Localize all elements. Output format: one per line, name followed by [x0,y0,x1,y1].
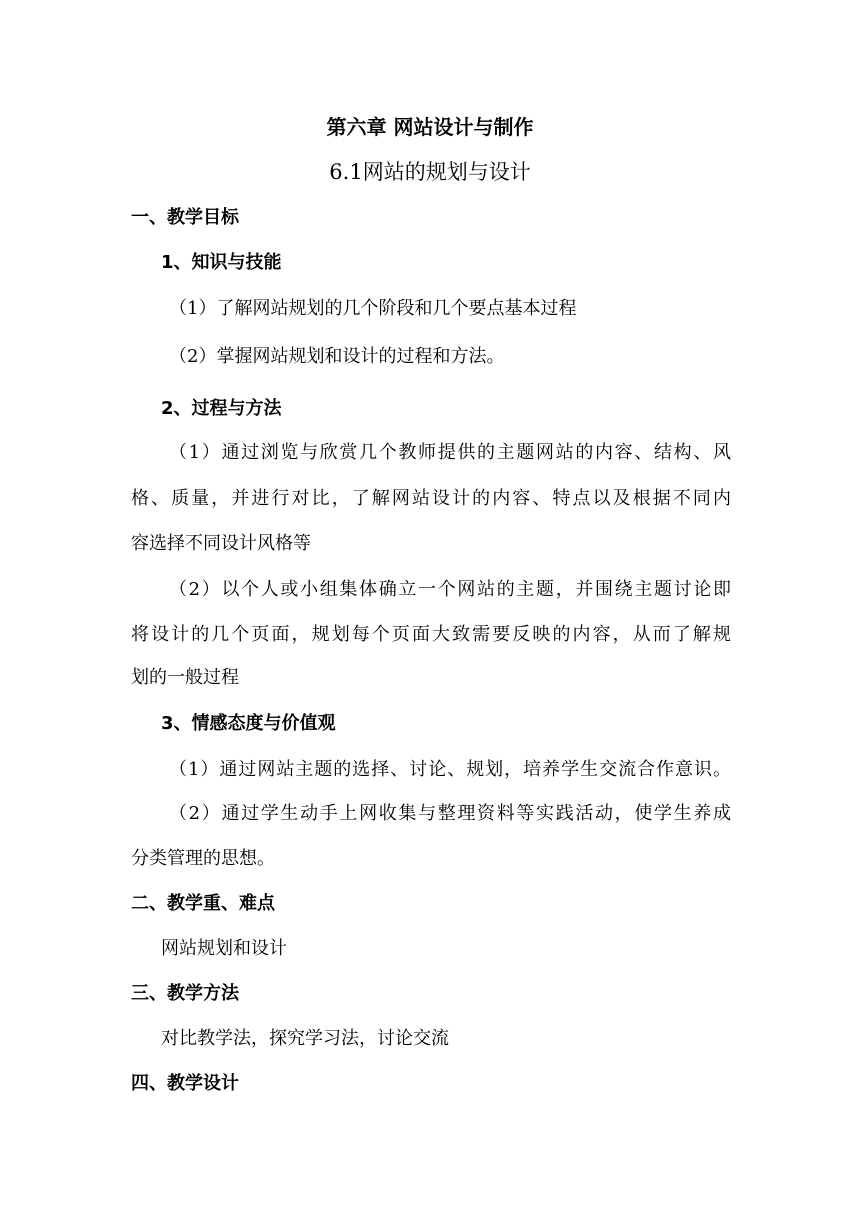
process-item-2-line-1: （2）以个人或小组集体确立一个网站的主题，并围绕主题讨论即 [169,579,731,600]
knowledge-item-1: （1）了解网站规划的几个阶段和几个要点基本过程 [169,298,577,319]
section-title: 6.1网站的规划与设计 [329,160,531,184]
key-points-text: 网站规划和设计 [161,938,287,959]
heading-teaching-goals: 一、教学目标 [131,207,239,228]
heading-teaching-design: 四、教学设计 [131,1073,239,1094]
process-item-2-line-2: 将设计的几个页面，规划每个页面大致需要反映的内容，从而了解规 [131,624,731,645]
chapter-title: 第六章 网站设计与制作 [326,115,534,139]
process-item-2-line-3: 划的一般过程 [131,667,239,688]
heading-key-difficult-points: 二、教学重、难点 [131,893,275,914]
subheading-attitude-values: 3、情感态度与价值观 [161,713,336,734]
process-item-1-line-2: 格、质量，并进行对比，了解网站设计的内容、特点以及根据不同内 [131,488,731,509]
teaching-methods-text: 对比教学法，探究学习法，讨论交流 [161,1028,449,1049]
process-item-1-line-1: （1）通过浏览与欣赏几个教师提供的主题网站的内容、结构、风 [169,442,731,463]
subheading-process-method: 2、过程与方法 [161,398,282,419]
process-item-1-line-3: 容选择不同设计风格等 [131,533,311,554]
attitude-item-1: （1）通过网站主题的选择、讨论、规划，培养学生交流合作意识。 [169,759,731,780]
attitude-item-2-line-2: 分类管理的思想。 [131,848,275,869]
subheading-knowledge-skills: 1、知识与技能 [161,252,282,273]
attitude-item-2-line-1: （2）通过学生动手上网收集与整理资料等实践活动，使学生养成 [169,803,731,824]
knowledge-item-2: （2）掌握网站规划和设计的过程和方法。 [169,346,505,367]
heading-teaching-methods: 三、教学方法 [131,983,239,1004]
